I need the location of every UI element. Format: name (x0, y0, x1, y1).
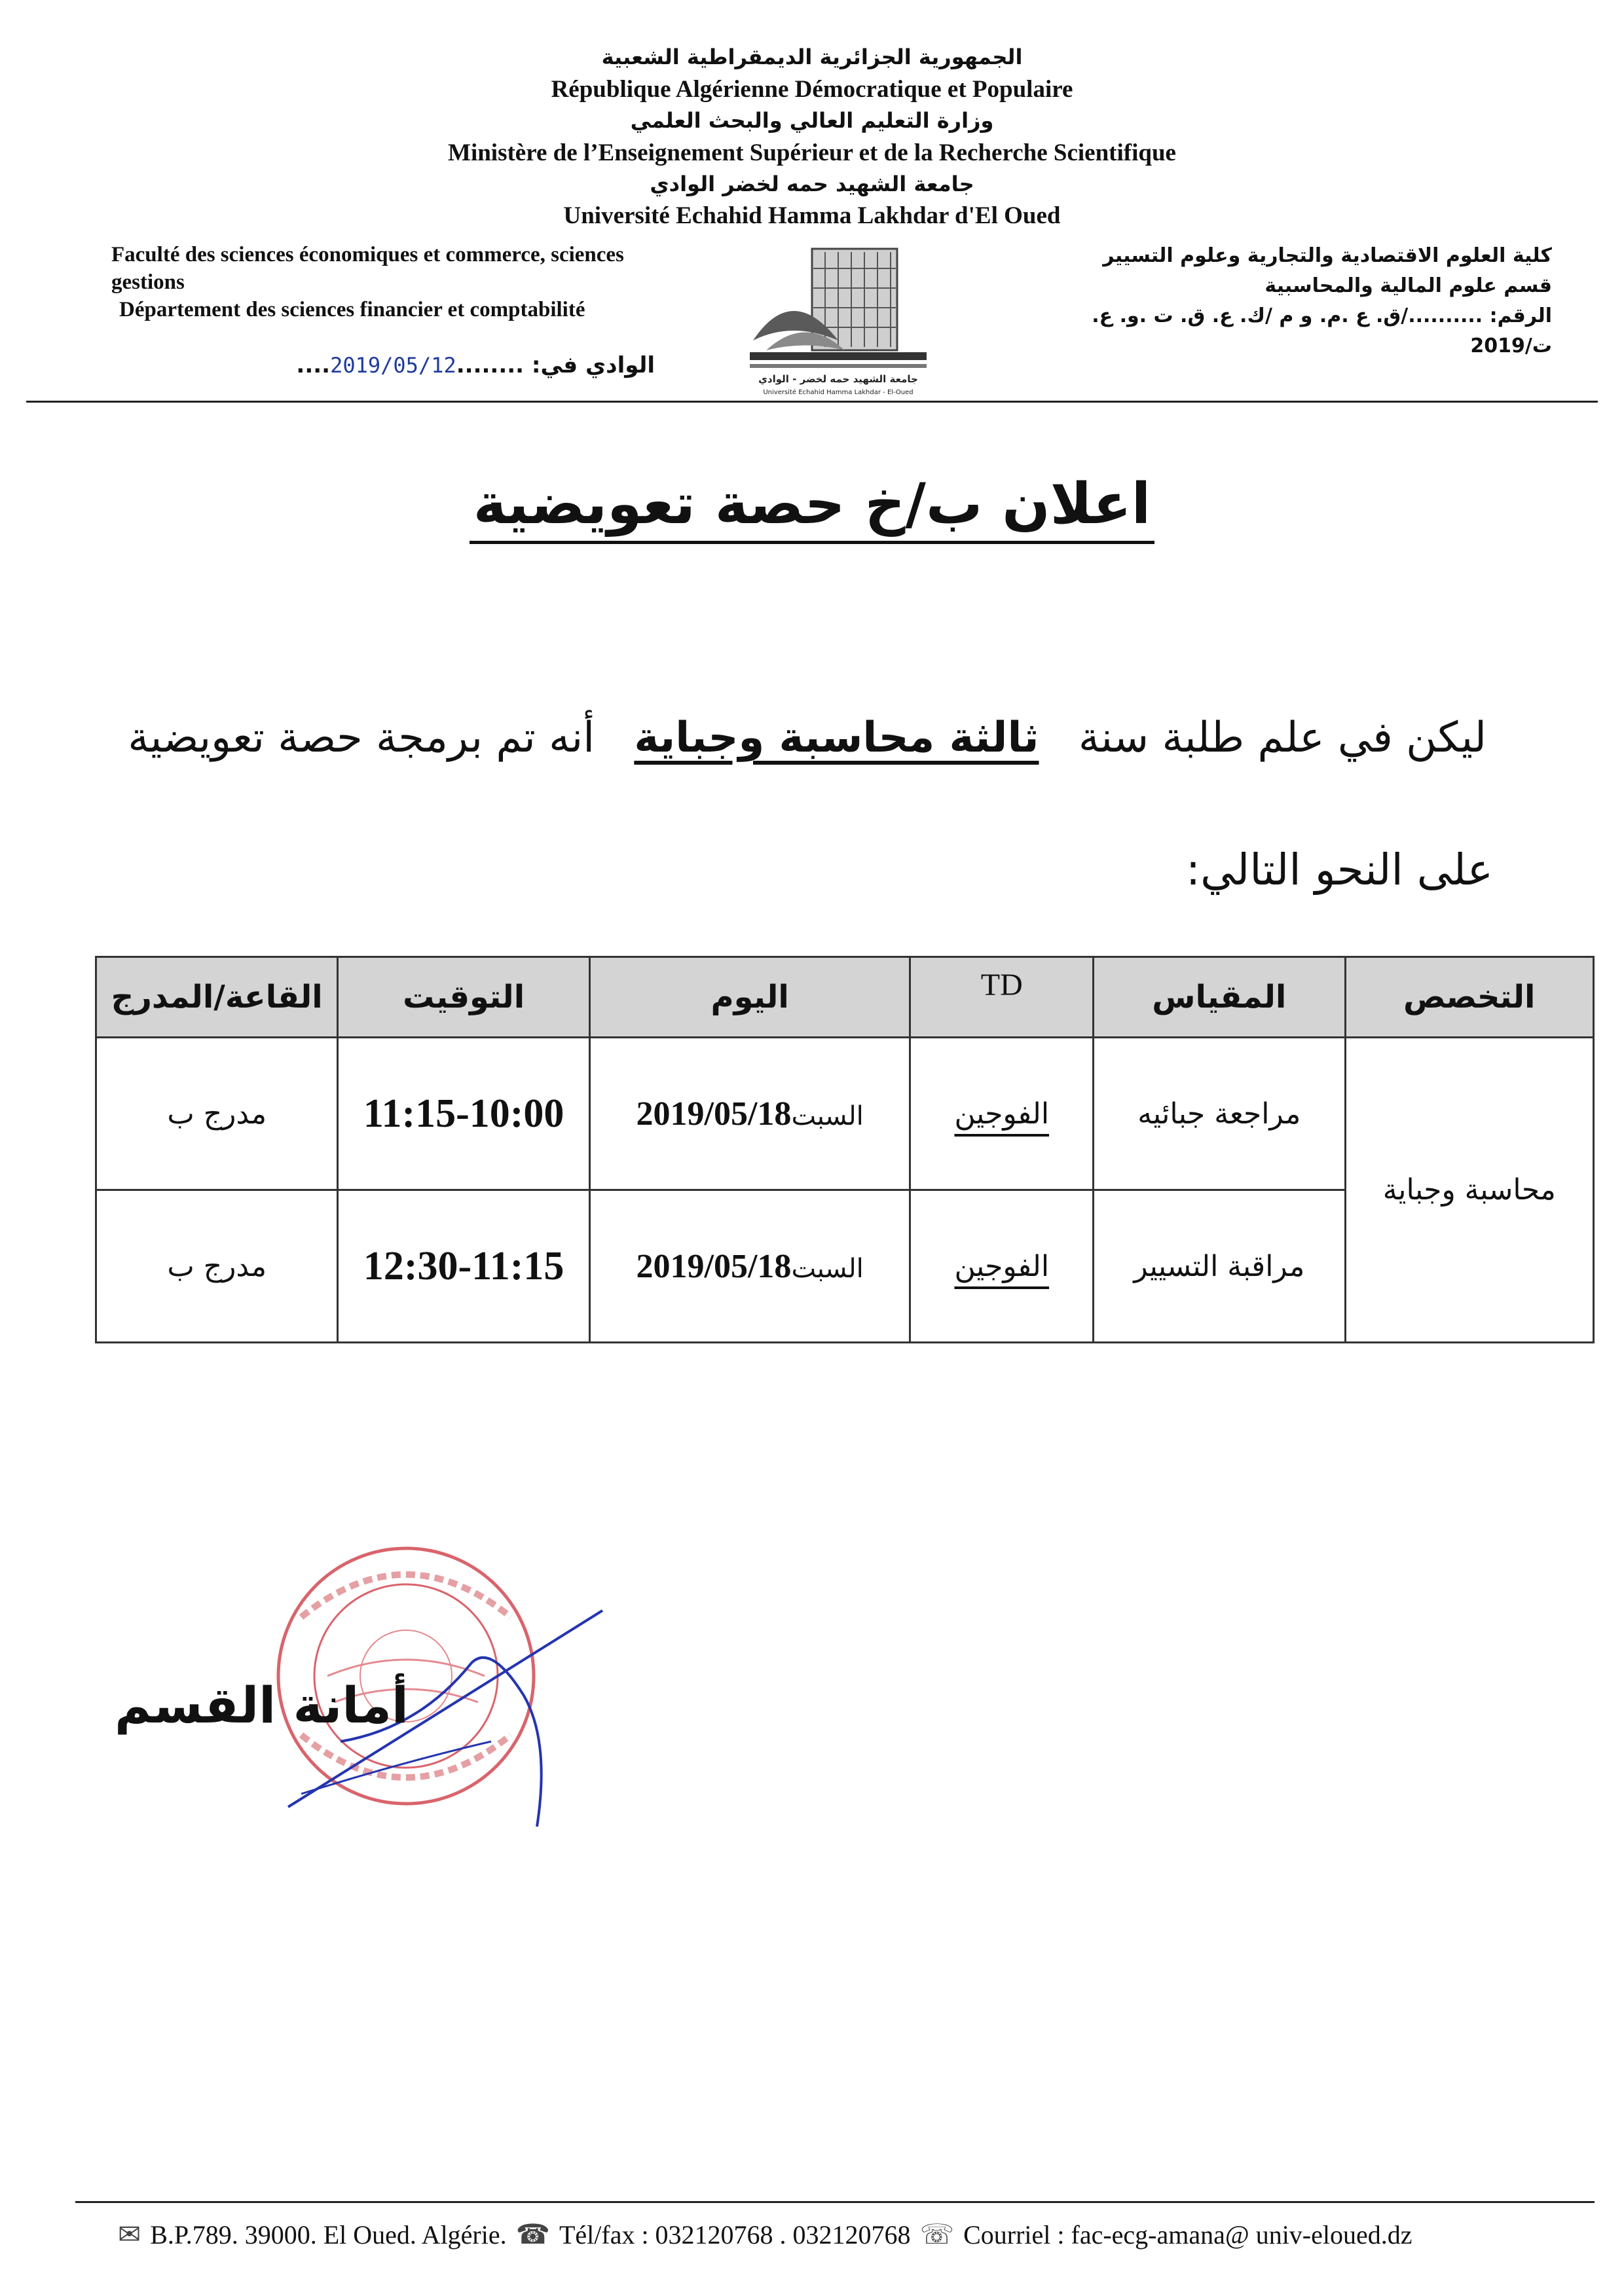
department-ar: قسم علوم المالية والمحاسبية (1264, 274, 1552, 297)
date-line: الوادي في: ........2019/05/12.... (296, 352, 655, 378)
footer-phone: Tél/fax : 032120768 . 032120768 (559, 2219, 911, 2250)
body-line-2: على النحو التالي: (1185, 845, 1493, 895)
university-logo (740, 242, 936, 399)
telephone-icon: ☎ (515, 2220, 550, 2250)
reference-number: الرقم: ........../ق. ع .م. و م /ك. ع. ق. ت .و. ع. ت/2019 (1092, 304, 1552, 357)
schedule-table (95, 956, 1595, 1343)
ministry-fr: Ministère de l’Enseignement Supérieur et de la Recherche Scientifique (448, 139, 1176, 166)
header-module: المقياس (1094, 957, 1345, 1038)
module-cell: مراجعة جبائيه (1094, 1038, 1345, 1190)
body-line1-end: أنه تم برمجة حصة تعويضية (128, 714, 595, 762)
faculty-block-ar (1015, 241, 1552, 361)
university-ar: جامعة الشهيد حمه لخضر الوادي (650, 172, 974, 196)
faculty-block-fr (111, 241, 733, 323)
announcement-title-text: اعلان ب/خ حصة تعويضية (470, 471, 1154, 544)
specialty-cell: محاسبة وجباية (1345, 1038, 1593, 1343)
day-cell (589, 1038, 910, 1190)
faculty-fr-line1: Faculté des sciences économiques et commerce, sciences (111, 243, 624, 266)
footer-contact (118, 2218, 1611, 2251)
university-fr: Université Echahid Hamma Lakhdar d'El Oued (563, 202, 1061, 229)
group-cell: الفوجين (910, 1038, 1094, 1190)
header-time: التوقيت (338, 957, 589, 1038)
logo-caption-fr: Université Echahid Hamma Lakhdar - El-Oued (763, 389, 913, 396)
date-value: 2019/05/12 (330, 353, 456, 378)
fax-icon: ☏ (919, 2220, 955, 2250)
date: 2019/05/18 (636, 1247, 792, 1285)
body-line-1 (128, 714, 1486, 762)
university-logo-icon (740, 242, 936, 399)
ministry-ar: وزارة التعليم العالي والبحث العلمي (630, 108, 994, 133)
header-day: اليوم (589, 957, 910, 1038)
faculty-ar: كلية العلوم الاقتصادية والتجارية وعلوم التسيير (1103, 244, 1552, 267)
footer-email: Courriel : fac-ecg-amana@ univ-eloued.dz (963, 2219, 1412, 2250)
body-line1-start: ليكن في علم طلبة سنة (1078, 714, 1486, 762)
header-td: TD (910, 957, 1094, 1038)
room-cell: مدرج ب (96, 1038, 338, 1190)
room-cell: مدرج ب (96, 1190, 338, 1343)
class-name: ثالثة محاسبة وجباية (634, 714, 1039, 762)
table-row (96, 1038, 1594, 1190)
header-divider (26, 401, 1598, 403)
group-cell: الفوجين (910, 1190, 1094, 1343)
republic-ar: الجمهورية الجزائرية الديمقراطية الشعبية (601, 45, 1023, 69)
date: 2019/05/18 (636, 1095, 792, 1133)
republic-fr: République Algérienne Démocratique et Populaire (551, 76, 1073, 103)
weekday: السبت (791, 1253, 864, 1284)
header-room: القاعة/المدرج (96, 957, 338, 1038)
module-cell: مراقبة التسيير (1094, 1190, 1345, 1343)
announcement-title (0, 471, 1624, 544)
time-cell: 11:15-10:00 (338, 1038, 589, 1190)
footer-divider (75, 2201, 1595, 2203)
date-label: الوادي في: (524, 352, 655, 378)
time-cell: 12:30-11:15 (338, 1190, 589, 1343)
header-specialty: التخصص (1345, 957, 1593, 1038)
logo-caption-ar: جامعة الشهيد حمه لخضر - الوادي (758, 373, 918, 385)
weekday: السبت (791, 1101, 864, 1131)
department-fr: Département des sciences financier et comptabilité (119, 298, 585, 321)
faculty-fr-line2: gestions (111, 270, 185, 294)
envelope-icon: ✉ (118, 2220, 141, 2250)
footer-address: B.P.789. 39000. El Oued. Algérie. (150, 2219, 507, 2250)
day-cell (589, 1190, 910, 1343)
department-secretariat-label: أمانة القسم (115, 1676, 409, 1734)
table-header-row (96, 957, 1594, 1038)
